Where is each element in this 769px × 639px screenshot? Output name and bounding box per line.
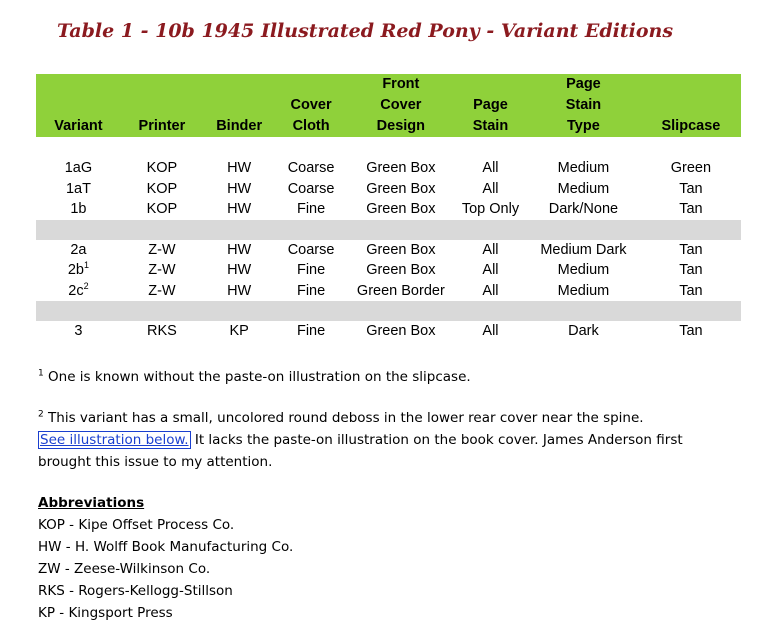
cell-printer: Z-W	[148, 241, 176, 258]
cell-stain: All	[482, 241, 499, 258]
table-row	[36, 281, 741, 302]
cell-variant: 2a	[70, 241, 87, 258]
variant-table	[36, 74, 741, 342]
cell-printer: RKS	[146, 323, 177, 340]
header-cell: Slipcase	[641, 116, 741, 137]
cell-binder: HW	[227, 160, 252, 177]
cell-stain-type: Medium Dark	[540, 241, 627, 258]
cell-design: Green Box	[366, 160, 436, 177]
cell-stain-type: Medium	[557, 160, 610, 177]
table-row	[36, 179, 741, 200]
cell-printer: Z-W	[148, 262, 176, 279]
cell-design: Green Box	[366, 241, 436, 258]
cell-stain: All	[482, 282, 499, 299]
cell-slipcase: Tan	[679, 262, 703, 279]
page-title: Table 1 - 10b 1945 Illustrated Red Pony - Variant Editions	[56, 20, 674, 42]
cell-stain: Top Only	[461, 201, 520, 218]
header-row-3	[36, 116, 741, 137]
table-row	[36, 240, 741, 261]
cell-cloth: Coarse	[287, 241, 335, 258]
footnote-text: This variant has a small, uncolored round deboss in the lower rear cover near the spine.	[48, 410, 644, 426]
cell-printer: KOP	[146, 160, 178, 177]
cell-variant: 1aT	[65, 180, 91, 197]
footnote-marker: 2	[38, 409, 44, 420]
cell-design: Green Box	[366, 201, 436, 218]
cell-stain-type: Medium	[557, 180, 610, 197]
footnote-marker: 2	[83, 280, 89, 291]
abbreviation-item: ZW - Zeese-Wilkinson Co.	[38, 561, 211, 577]
cell-design: Green Box	[366, 180, 436, 197]
cell-variant: $2c^2$	[68, 280, 89, 299]
abbreviation-item: HW - H. Wolff Book Manufacturing Co.	[38, 539, 294, 555]
cell-variant: 1b	[70, 201, 87, 218]
header-cell	[641, 95, 741, 116]
see-illustration-link[interactable]: See illustration below.	[40, 432, 189, 448]
cell-cloth: Coarse	[287, 160, 335, 177]
cell-slipcase: Tan	[679, 282, 703, 299]
cell-printer: KOP	[146, 201, 178, 218]
footnote-text-rest: It lacks the paste-on illustration on the book cover. James Anderson first brought this issue to my attention.	[38, 432, 683, 470]
table-header	[36, 74, 741, 137]
header-cell	[36, 74, 121, 95]
header-cell: Binder	[203, 116, 275, 137]
header-cell	[203, 74, 275, 95]
footnote-1	[38, 366, 738, 388]
cell-cloth: Fine	[296, 282, 326, 299]
header-cell: Type	[526, 116, 641, 137]
cell-stain-type: Dark	[568, 323, 599, 340]
header-cell	[275, 74, 346, 95]
cell-binder: HW	[227, 201, 252, 218]
footnote-2	[38, 407, 738, 473]
cell-stain-type: Medium	[557, 262, 610, 279]
spacer-row	[36, 137, 741, 158]
separator-row	[36, 220, 741, 240]
cell-binder: HW	[227, 262, 252, 279]
cell-slipcase: Tan	[679, 180, 703, 197]
separator-row	[36, 301, 741, 321]
header-cell	[455, 74, 526, 95]
abbreviations-heading: Abbreviations	[38, 495, 145, 511]
header-cell: Stain	[526, 95, 641, 116]
cell-stain-type: Dark/None	[548, 201, 619, 218]
cell-slipcase: Green	[670, 160, 712, 177]
cell-variant: 1aG	[64, 160, 93, 177]
header-cell: Variant	[36, 116, 121, 137]
header-cell: Printer	[121, 116, 203, 137]
cell-binder: HW	[227, 241, 252, 258]
header-cell: Front	[347, 74, 455, 95]
cell-binder: KP	[229, 323, 249, 340]
abbreviation-item: KOP - Kipe Offset Process Co.	[38, 517, 235, 533]
cell-cloth: Fine	[296, 201, 326, 218]
header-cell	[641, 74, 741, 95]
header-row-1	[36, 74, 741, 95]
cell-binder: HW	[227, 282, 252, 299]
footnote-marker: 1	[38, 368, 44, 379]
header-cell: Page	[455, 95, 526, 116]
cell-stain: All	[482, 180, 499, 197]
cell-stain: All	[482, 160, 499, 177]
abbreviation-item: KP - Kingsport Press	[38, 605, 173, 621]
cell-stain-type: Medium	[557, 282, 610, 299]
header-cell	[203, 95, 275, 116]
header-row-2	[36, 95, 741, 116]
cell-printer: Z-W	[148, 282, 176, 299]
notes-section	[38, 366, 738, 624]
header-cell: Page	[526, 74, 641, 95]
cell-design: Green Box	[366, 262, 436, 279]
cell-cloth: Fine	[296, 323, 326, 340]
table-row	[36, 199, 741, 220]
cell-slipcase: Tan	[679, 323, 703, 340]
cell-cloth: Fine	[296, 262, 326, 279]
cell-binder: HW	[227, 180, 252, 197]
header-cell	[36, 95, 121, 116]
header-cell: Cover	[275, 95, 346, 116]
table-row	[36, 158, 741, 179]
footnote-text: One is known without the paste-on illustration on the slipcase.	[48, 369, 471, 385]
cell-variant: 3	[74, 323, 83, 340]
cell-design: Green Border	[356, 282, 445, 299]
cell-stain: All	[482, 323, 499, 340]
cell-slipcase: Tan	[679, 241, 703, 258]
header-cell: Design	[347, 116, 455, 137]
header-cell: Stain	[455, 116, 526, 137]
header-cell: Cover	[347, 95, 455, 116]
abbreviation-item: RKS - Rogers-Kellogg-Stillson	[38, 583, 233, 599]
cell-cloth: Coarse	[287, 180, 335, 197]
table-body	[36, 137, 741, 342]
cell-variant: $2b^1$	[67, 260, 90, 279]
header-cell	[121, 74, 203, 95]
table-row	[36, 321, 741, 342]
cell-stain: All	[482, 262, 499, 279]
header-cell: Cloth	[275, 116, 346, 137]
table-row	[36, 260, 741, 281]
header-cell	[121, 95, 203, 116]
cell-slipcase: Tan	[679, 201, 703, 218]
cell-printer: KOP	[146, 180, 178, 197]
footnote-marker: 1	[84, 260, 90, 271]
cell-design: Green Box	[366, 323, 436, 340]
